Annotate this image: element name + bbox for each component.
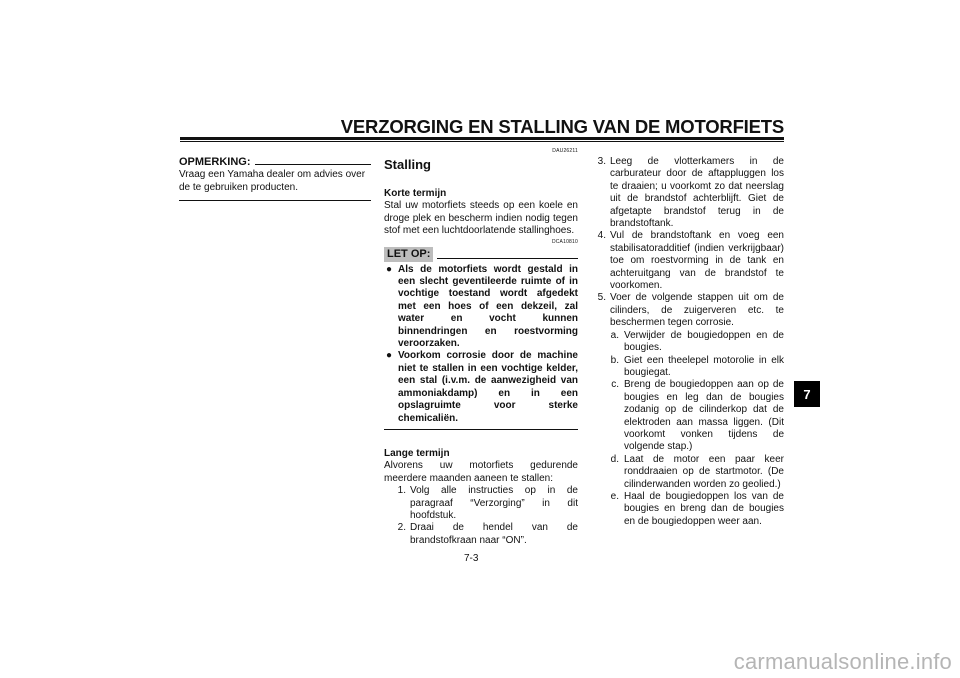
section-title: Stalling [384,157,431,172]
sublist-item [596,491,784,528]
watermark: carmanualsonline.info [733,649,952,674]
short-term-heading: Korte termijn [384,188,447,199]
caution-heading-row [384,247,578,262]
list-item-text: Vul de brandstoftank en voeg een stabilisatoradditief (indien verkrijgbaar) toe om roestvorming in de tank en achteruitgang van de brandstof te voorkomen. [610,230,784,292]
steps-column [596,156,784,528]
sublist-item-text: Haal de bougiedoppen los van de bougies en breng dan de bougies en de bougiedoppen weer aan. [624,490,784,527]
long-term-steps-continued [596,156,784,330]
caution-bottom-rule [384,429,578,430]
list-item-text: Voer de volgende stappen uit om de cilinders, de zuigerveren etc. te beschermen tegen corrosie. [610,292,784,329]
list-item [596,156,784,230]
caution-list [384,264,578,425]
note-column [179,156,371,201]
sublist-item-text: Giet een theelepel motorolie in elk bougiegat. [624,354,784,378]
section-code: DAU26211 [552,148,578,154]
list-item-number: 1. [397,485,406,497]
list-item [384,522,578,547]
long-term-substeps [596,330,784,529]
title-rule [180,137,784,140]
list-item-number: 5. [597,292,606,304]
note-heading: OPMERKING: [179,156,251,168]
long-term-intro: Alvorens uw motorfiets gedurende meerdere maanden aaneen te stallen: [384,460,578,484]
page-title: VERZORGING EN STALLING VAN DE MOTORFIETS [340,116,784,137]
caution-heading-rule [437,258,578,259]
list-item-number: 4. [597,230,606,242]
title-rule-thin [180,141,784,142]
sublist-item [596,355,784,380]
sublist-item [596,454,784,491]
list-item [596,292,784,329]
caution-item-text: Voorkom corrosie door de machine niet te stallen in een vochtige kelder, een stal (i.v.m. de aanwezigheid van ammoniakdamp) en in een opslagruimte voor sterke chemicaliën. [398,350,578,424]
caution-item [384,350,578,424]
sublist-item-letter: d. [610,453,619,465]
caution-item [384,264,578,351]
list-item-text: Draai de hendel van de brandstofkraan naar “ON”. [410,522,578,546]
caution-item-text: Als de motorfiets wordt gestald in een slecht geventileerde ruimte of in vochtige toestand wordt afgedekt met een hoes of een dekzeil, zal water en vocht kunnen binnendringen en roestvorming veroorzaken. [398,263,578,350]
page-number: 7-3 [464,553,479,564]
list-item-number: 3. [597,156,606,167]
short-term-text: Stal uw motorfiets steeds op een koele en droge plek en bescherm indien nodig tegen stof met een luchtdoorlatende stallinghoes. [384,200,578,237]
sublist-item-letter: c. [611,379,619,391]
list-item-text: Volg alle instructies op in de paragraaf “Verzorging” in dit hoofdstuk. [410,485,578,521]
caution-label: LET OP: [384,247,433,262]
sublist-item [596,330,784,355]
long-term-heading: Lange termijn [384,447,450,459]
list-item [384,485,578,522]
note-bottom-rule [179,200,371,201]
sublist-item-text: Laat de motor een paar keer ronddraaien op de startmotor. (De cilinderwanden worden zo geolied.) [624,453,784,490]
bullet-icon: ● [386,350,393,362]
long-term-steps [384,485,578,547]
caution-code: DCA10810 [551,238,578,245]
sublist-item-text: Verwijder de bougiedoppen en de bougies. [624,329,784,354]
note-heading-rule [255,164,372,165]
sublist-item-letter: b. [610,354,619,366]
sublist-item-text: Breng de bougiedoppen aan op de bougies en leg dan de bougies zodanig op de cilinderkop dat de elektroden aan massa liggen. (Dit voorkomt vonken tijdens de volgende stap.) [624,379,784,453]
note-text: Vraag een Yamaha dealer om advies over de te gebruiken producten. [179,169,366,193]
bullet-icon: ● [386,263,393,275]
sublist-item [596,379,784,453]
storage-column [384,148,578,547]
chapter-tab: 7 [794,381,820,407]
list-item-text: Leeg de vlotterkamers in de carburateur door de aftappluggen los te draaien; u voorkomt zo dat neerslag uit de brandstof achterblijft. Giet de afgetapte brandstof terug in de brandstoftank. [610,156,784,230]
sublist-item-letter: e. [610,490,619,502]
sublist-item-letter: a. [610,329,619,341]
list-item-number: 2. [397,522,406,534]
note-heading-row [179,156,371,168]
list-item [596,230,784,292]
